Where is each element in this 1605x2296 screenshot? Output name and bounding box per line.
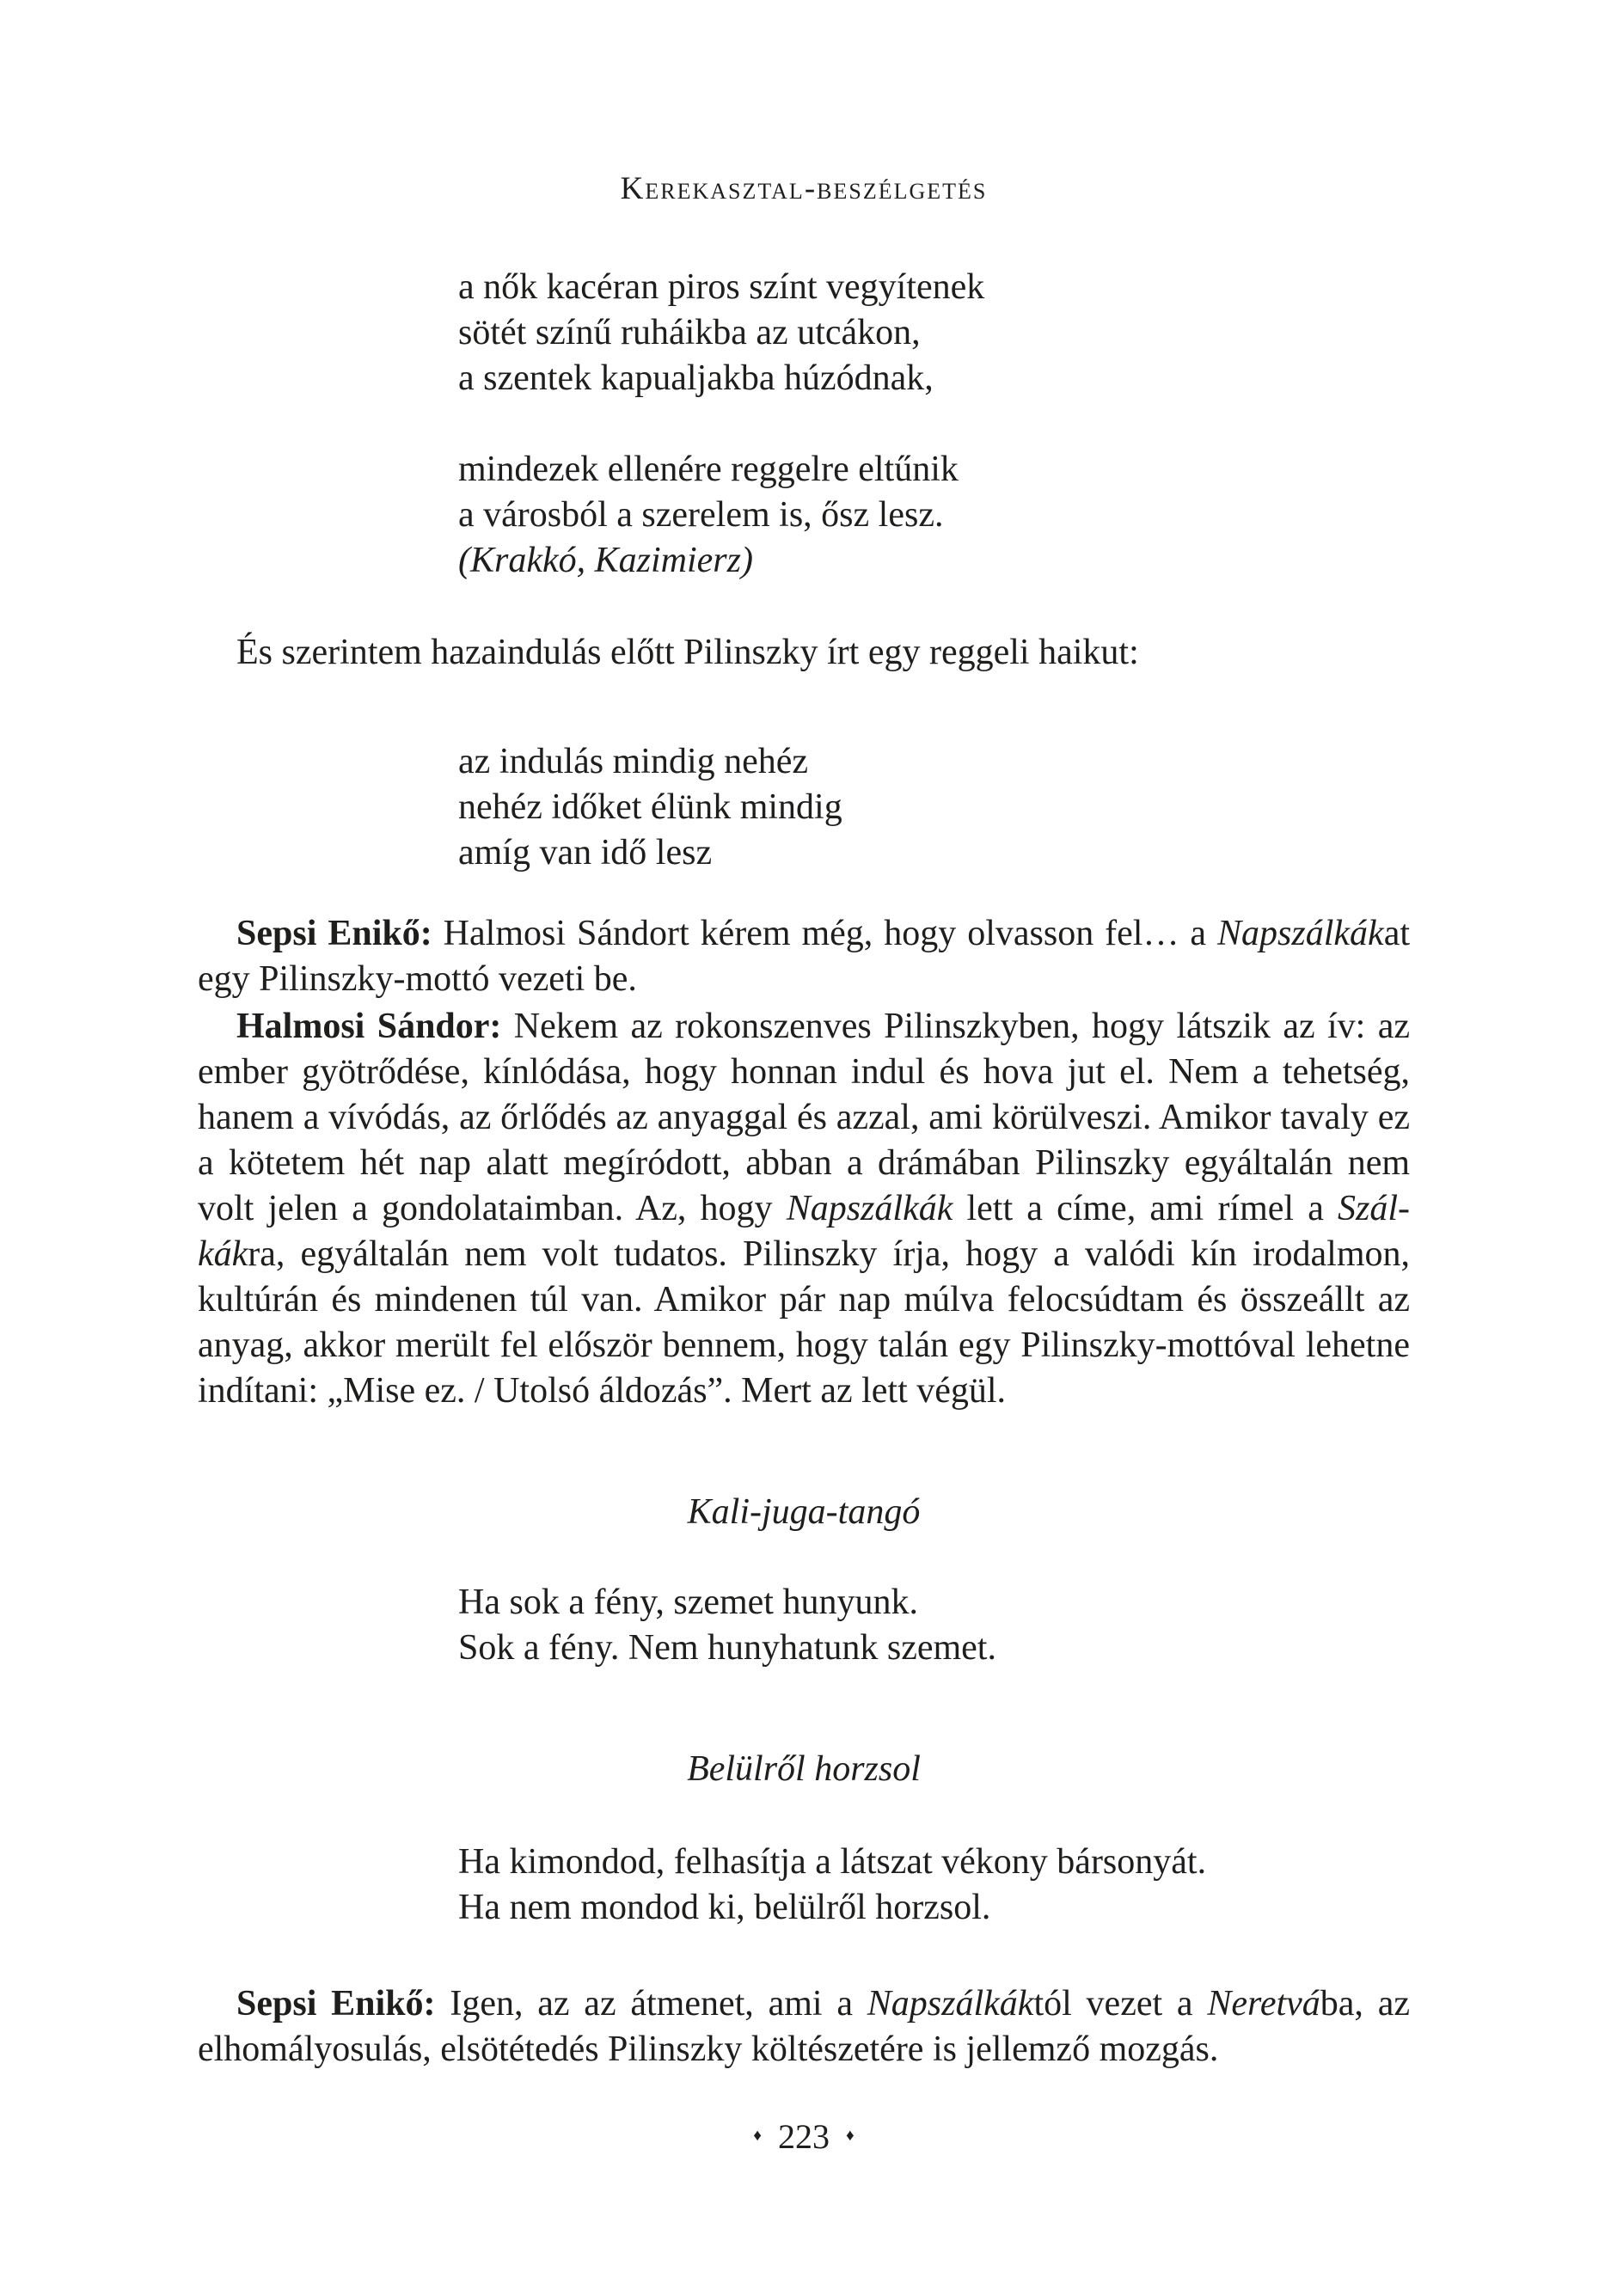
dialogue-line: a kötetem hét nap alatt megíródott, abban a drámában Pilinszky egyáltalán nem bbox=[198, 1143, 1410, 1183]
poem-title-belulrol-horzsol: Belülről horzsol bbox=[687, 1749, 921, 1789]
intro-paragraph bbox=[198, 630, 1410, 676]
dialogue-line: anyag, akkor merült fel először bennem, hogy talán egy Pilinszky-mottóval lehetne bbox=[198, 1326, 1410, 1365]
dialogue-text: ra, egyáltalán nem volt tudatos. Pilinszky írja, hogy a valódi kín irodalmon, bbox=[248, 1234, 1410, 1274]
dialogue-text: at bbox=[1383, 914, 1410, 953]
dialogue-line: elhomályosulás, elsötétedés Pilinszky költészetére is jellemző mozgás. bbox=[198, 2030, 1219, 2069]
poem-title-kali-juga-tango: Kali-juga-tangó bbox=[687, 1492, 921, 1532]
poem-line: a nők kacéran piros színt vegyítenek bbox=[458, 267, 985, 307]
dialogue-text: Halmosi Sándort kérem még, hogy olvasson fel… a bbox=[432, 914, 1218, 953]
dialogue-text: lett a címe, ami rímel a bbox=[953, 1189, 1339, 1228]
dialogue-line: ember gyötrődése, kínlódása, hogy honnan indul és hova jut el. Nem a tehetség, bbox=[198, 1052, 1410, 1092]
book-title: Napszálkák bbox=[786, 1189, 953, 1228]
dialogue-line bbox=[198, 1981, 1410, 2027]
poem-line: Ha kimondod, felhasítja a látszat vékony bársonyát. bbox=[458, 1842, 1207, 1882]
poem-line: nehéz időket élünk mindig bbox=[458, 787, 842, 827]
poem-line: sötét színű ruháikba az utcákon, bbox=[458, 313, 921, 352]
page-number: 223 bbox=[778, 2117, 830, 2156]
dialogue-sepsi-2 bbox=[198, 1981, 1410, 2073]
poem-line: az indulás mindig nehéz bbox=[458, 742, 809, 781]
poem-krakko-stanza-1 bbox=[458, 265, 984, 401]
poem-kali-juga-tango bbox=[458, 1580, 996, 1671]
intro-line: És szerintem hazaindulás előtt Pilinszky írt egy reggeli haikut: bbox=[236, 633, 1139, 672]
dialogue-text: Igen, az az átmenet, ami a bbox=[435, 1984, 867, 2024]
poem-line: mindezek ellenére reggelre eltűnik bbox=[458, 450, 959, 489]
dialogue-line: egy Pilinszky-mottó vezeti be. bbox=[198, 959, 637, 999]
book-title: Szál- bbox=[1338, 1189, 1410, 1228]
dialogue-sepsi-1 bbox=[198, 911, 1410, 1002]
poem-line: a szentek kapualjakba húzódnak, bbox=[458, 358, 934, 398]
speaker-name: Halmosi Sándor: bbox=[236, 1007, 502, 1046]
dialogue-text: tól vezet a bbox=[1033, 1984, 1208, 2024]
poem-line: amíg van idő lesz bbox=[458, 833, 713, 872]
poem-krakko-stanza-2 bbox=[458, 447, 959, 584]
dialogue-line: hanem a vívódás, az őrlődés az anyaggal és azzal, ami körülveszi. Amikor tavaly ez bbox=[198, 1098, 1410, 1137]
dialogue-halmosi bbox=[198, 1004, 1410, 1414]
page-footer bbox=[198, 2113, 1410, 2159]
dialogue-line bbox=[198, 1232, 1410, 1277]
dialogue-text: ba, az bbox=[1320, 1984, 1410, 2024]
dialogue-line bbox=[198, 1004, 1410, 1050]
book-title: Napszálkák bbox=[1217, 914, 1384, 953]
dialogue-line: indítani: „Mise ez. / Utolsó áldozás”. Mert az lett végül. bbox=[198, 1371, 1007, 1411]
poem-belulrol-horzsol bbox=[458, 1840, 1206, 1931]
poem-line: Sok a fény. Nem hunyhatunk szemet. bbox=[458, 1628, 996, 1668]
running-header: Kerekasztal-beszélgetés bbox=[620, 171, 988, 206]
book-title: kák bbox=[198, 1234, 248, 1274]
diamond-bullet-right-icon: ♦ bbox=[846, 2127, 855, 2145]
speaker-name: Sepsi Enikő: bbox=[236, 1984, 436, 2024]
book-title: Neretvá bbox=[1207, 1984, 1320, 2024]
poem-source-line: (Krakkó, Kazimierz) bbox=[458, 541, 753, 580]
diamond-bullet-left-icon: ♦ bbox=[753, 2127, 762, 2145]
book-title: Napszálkák bbox=[867, 1984, 1034, 2024]
dialogue-line: kultúrán és mindenen túl van. Amikor pár nap múlva felocsúdtam és összeállt az bbox=[198, 1280, 1410, 1319]
poem-line: Ha sok a fény, szemet hunyunk. bbox=[458, 1583, 918, 1622]
dialogue-text: Nekem az rokonszenves Pilinszkyben, hogy látszik az ív: az bbox=[501, 1007, 1410, 1046]
haiku-poem bbox=[458, 739, 842, 876]
dialogue-text: volt jelen a gondolataimban. Az, hogy bbox=[198, 1189, 787, 1228]
speaker-name: Sepsi Enikő: bbox=[236, 914, 432, 953]
dialogue-line bbox=[198, 1186, 1410, 1232]
dialogue-line bbox=[198, 911, 1410, 957]
poem-line: a városból a szerelem is, ősz lesz. bbox=[458, 495, 944, 535]
poem-line: Ha nem mondod ki, belülről horzsol. bbox=[458, 1888, 991, 1927]
